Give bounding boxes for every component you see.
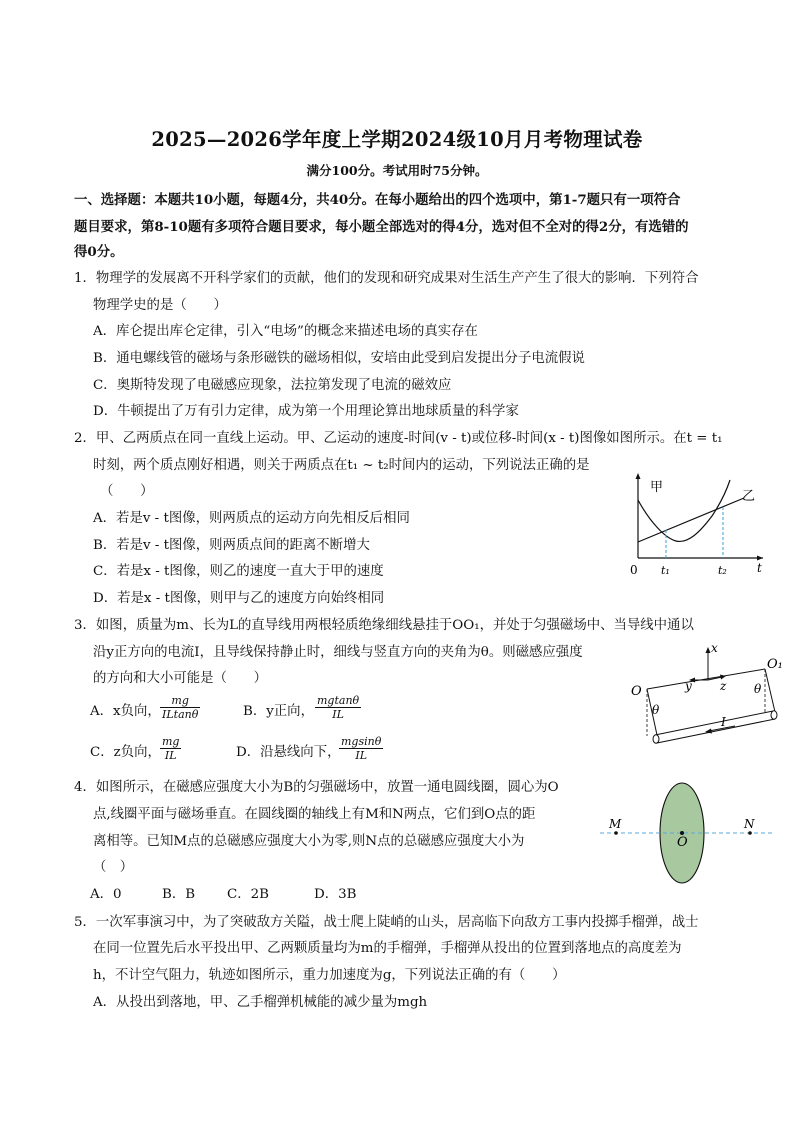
q4-coil-figure — [600, 780, 780, 890]
section-instruction-line2: 题目要求，第8-10题有多项符合题目要求，每小题全部选对的得4分，选对但不全对的得2分，有选错的 — [74, 219, 689, 235]
q3-option-d-numerator: mgsinθ — [341, 735, 382, 748]
q4-stem-line2: 点,线圈平面与磁场垂直。在圆线圈的轴线上有M和N两点，它们到O点的距 — [93, 807, 536, 822]
q1-option-c: C．奥斯特发现了电磁感应现象，法拉第发现了电流的磁效应 — [93, 378, 452, 393]
q1-stem-line2: 物理学史的是（ ） — [93, 298, 227, 313]
q3-option-a-denominator: ILtanθ — [162, 708, 199, 721]
q5-stem-line3: h，不计空气阻力，轨迹如图所示，重力加速度为g，下列说法正确的有（ ） — [93, 968, 566, 983]
q1-stem-line1: 1．物理学的发展离不开科学家们的贡献，他们的发现和研究成果对生活生产产生了很大的影响．下列符合 — [74, 271, 699, 286]
q3-label-theta-right: θ — [754, 682, 762, 696]
q2-option-b: B．若是v - t图像，则两质点间的距离不断增大 — [93, 538, 370, 553]
q5-stem-line1: 5．一次军事演习中，为了突破敌方关隘，战士爬上陡峭的山头，居高临下向敌方工事内投掷手榴弹，战士 — [74, 915, 699, 930]
q3-label-o1: O₁ — [767, 657, 783, 672]
q2-label-yi: 乙 — [742, 489, 756, 504]
q2-option-a: A．若是v - t图像，则两质点的运动方向先相反后相同 — [93, 511, 410, 526]
q3-label-y: y — [685, 679, 692, 693]
q2-label-t1: t₁ — [661, 564, 670, 577]
q4-stem-line3: 离相等。已知M点的总磁感应强度大小为零,则N点的总磁感应强度大小为 — [93, 834, 525, 849]
q3-option-d-label: D．沿悬线向下， — [236, 745, 341, 760]
q2-v-axis-arrow — [636, 473, 641, 479]
q3-label-theta-left: θ — [652, 703, 660, 717]
q4-option-c: C．2B — [227, 887, 269, 902]
q3-option-d-fraction — [339, 735, 383, 762]
q2-label-t-axis: t — [757, 561, 762, 575]
exam-info: 满分100分。考试用时75分钟。 — [306, 163, 488, 178]
q3-option-c-numerator: mg — [162, 735, 180, 748]
q2-stem-line3: （ ） — [100, 484, 154, 499]
section-instruction-line1: 一、选择题：本题共10小题，每题4分，共40分。在每小题给出的四个选项中，第1-7题只有一项符合 — [74, 192, 681, 208]
q2-option-d: D．若是x - t图像，则甲与乙的速度方向始终相同 — [93, 591, 385, 606]
q3-wire-figure — [625, 640, 790, 755]
q3-rod-left-end — [653, 735, 659, 743]
q5-option-a: A．从投出到落地，甲、乙手榴弹机械能的减少量为mgh — [93, 995, 428, 1010]
section-instruction-line3: 得0分。 — [74, 244, 124, 260]
q1-option-d: D．牛顿提出了万有引力定律，成为第一个用理论算出地球质量的科学家 — [93, 404, 519, 419]
q2-graph-figure — [620, 472, 770, 580]
q3-stem-line1: 3．如图，质量为m、长为L的直导线用两根轻质绝缘细线悬挂于OO₁，并处于匀强磁场中、当导线中通以 — [74, 618, 694, 633]
q4-stem-line4: （ ） — [93, 860, 134, 875]
q3-x-axis-arrow — [706, 647, 711, 653]
q2-line-yi — [638, 498, 744, 542]
q4-label-m: M — [609, 817, 622, 831]
q2-t-axis-arrow — [757, 556, 763, 561]
q3-option-a-label: A．x负向， — [90, 704, 161, 719]
q3-label-i: I — [721, 715, 726, 729]
q3-ceiling-line — [647, 669, 765, 689]
page-title: 2025—2026学年度上学期2024级10月月考物理试卷 — [151, 128, 643, 151]
q4-option-d: D．3B — [314, 887, 357, 902]
q3-option-b-numerator: mgtanθ — [317, 694, 360, 707]
q3-option-c-denominator: IL — [164, 749, 177, 762]
q2-label-jia: 甲 — [650, 480, 664, 495]
q2-stem-line2: 时刻，两个质点刚好相遇，则关于两质点在t₁ ~ t₂时间内的运动，下列说法正确的是 — [93, 458, 590, 473]
q4-option-b: B．B — [162, 887, 196, 902]
q3-option-c-fraction — [160, 735, 181, 762]
q3-option-c-label: C．z负向， — [90, 745, 161, 760]
q2-option-c: C．若是x - t图像，则乙的速度一直大于甲的速度 — [93, 564, 384, 579]
q3-stem-line2: 沿y正方向的电流I，且导线保持静止时，细线与竖直方向的夹角为θ。则磁感应强度 — [93, 645, 583, 660]
q3-rod-right-end — [771, 711, 777, 719]
q3-option-a-numerator: mg — [160, 694, 200, 708]
q3-option-b-label: B．y正向， — [243, 704, 314, 719]
q3-label-o: O — [631, 684, 642, 699]
q3-option-b-fraction — [315, 694, 361, 721]
q2-label-origin: 0 — [630, 563, 638, 577]
q1-option-a: A．库仑提出库仑定律，引入“电场”的概念来描述电场的真实存在 — [93, 324, 478, 339]
q3-option-b-denominator: IL — [332, 708, 344, 721]
q2-stem-line1: 2．甲、乙两质点在同一直线上运动。甲、乙运动的速度-时间(v - t)或位移-时间(x - t)图像如图所示。在t = t₁ — [74, 431, 723, 446]
q4-point-m — [614, 831, 618, 835]
q3-label-x: x — [711, 641, 718, 655]
q3-label-z: z — [720, 679, 727, 693]
q5-stem-line2: 在同一位置先后水平投出甲、乙两颗质量均为m的手榴弹，手榴弹从投出的位置到落地点的高度差为 — [93, 941, 682, 956]
q1-option-b: B．通电螺线管的磁场与条形磁铁的磁场相似，安培由此受到启发提出分子电流假说 — [93, 351, 585, 366]
q3-option-d-denominator: IL — [355, 749, 367, 762]
q4-point-n — [748, 831, 752, 835]
q3-option-a-fraction — [160, 694, 200, 721]
q4-stem-line1: 4．如图所示，在磁感应强度大小为B的匀强磁场中，放置一通电圆线圈，圆心为O — [74, 780, 559, 795]
q4-label-n: N — [744, 817, 755, 831]
q4-option-a: A．0 — [90, 887, 122, 902]
q3-right-thread — [765, 669, 775, 712]
q2-label-t2: t₂ — [718, 564, 727, 577]
q3-stem-line3: 的方向和大小可能是（ ） — [93, 671, 268, 686]
q4-label-o: O — [677, 835, 688, 850]
